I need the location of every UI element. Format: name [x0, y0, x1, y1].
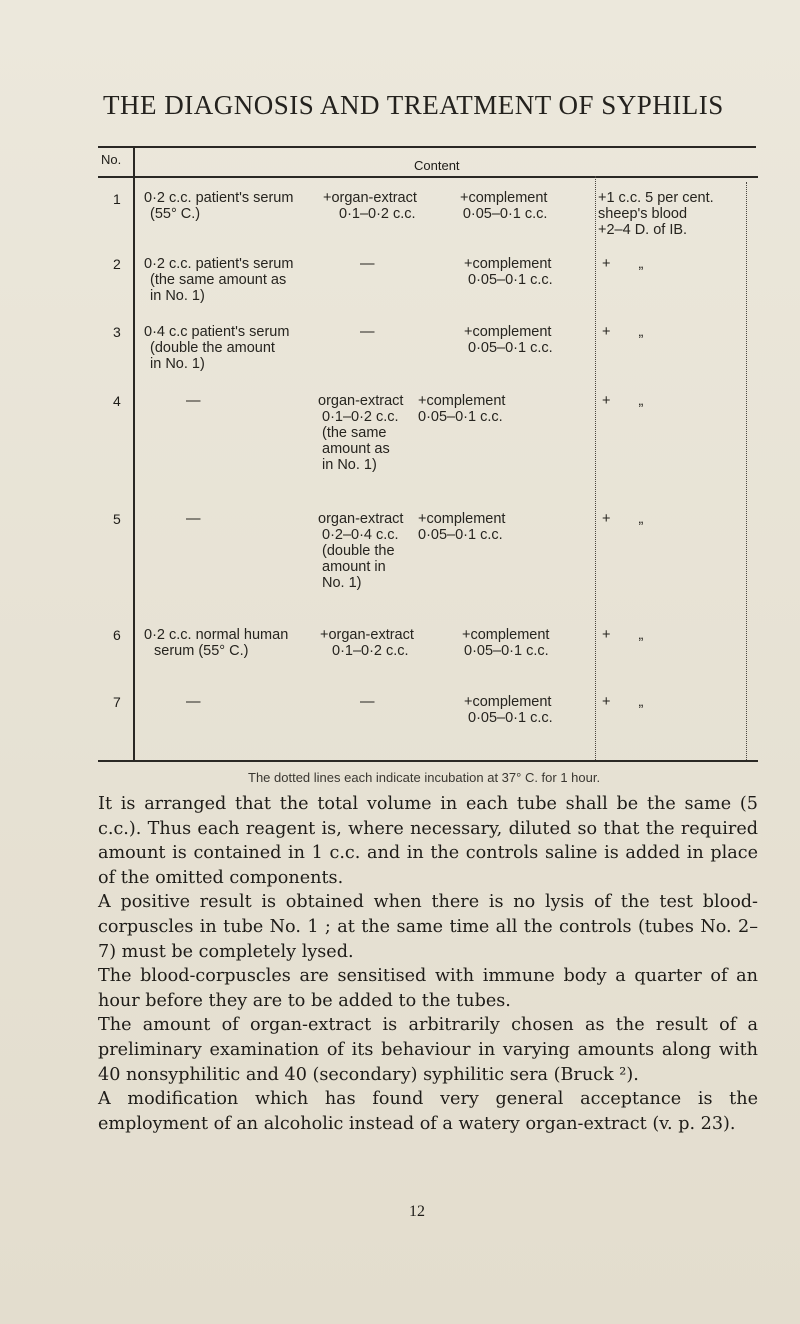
serum-cell: 0·4 c.c patient's serum (double the amount in No. 1): [144, 324, 290, 372]
complement-cell: +complement 0·05–0·1 c.c.: [464, 324, 553, 356]
complement-cell: +complement 0·05–0·1 c.c.: [460, 190, 548, 222]
complement-cell: +complement 0·05–0·1 c.c.: [464, 694, 553, 726]
column-header-no: No.: [101, 152, 122, 167]
complement-cell: +complement 0·05–0·1 c.c.: [418, 393, 506, 425]
blood-cell: + „: [602, 324, 644, 340]
serum-cell: 0·2 c.c. patient's serum (the same amount as in No. 1): [144, 256, 294, 304]
column-header-content: Content: [414, 158, 460, 173]
blood-cell: +1 c.c. 5 per cent. sheep's blood +2–4 D. of IB.: [598, 190, 714, 238]
blood-cell: + „: [602, 511, 644, 527]
paragraph: A positive result is obtained when there is no lysis of the test blood-corpuscles in tube No. 1 ; at the same time all the controls (tubes No. 2–7) must be completely lysed.: [98, 892, 758, 962]
row-number: 4: [113, 393, 121, 409]
complement-cell: +complement 0·05–0·1 c.c.: [464, 256, 553, 288]
row-number: 2: [113, 256, 121, 272]
complement-cell: +complement 0·05–0·1 c.c.: [462, 627, 550, 659]
extract-cell: +organ-extract 0·1–0·2 c.c.: [320, 627, 414, 659]
serum-cell: 0·2 c.c. patient's serum (55° C.): [144, 190, 294, 222]
paragraph: It is arranged that the total volume in each tube shall be the same (5 c.c.). Thus each reagent is, where necessary, diluted so that the required amount is contained in 1 c.c. and in the controls saline is added in place of the omitted components.: [98, 794, 758, 888]
row-number: 5: [113, 511, 121, 527]
table-footnote: The dotted lines each indicate incubation at 37° C. for 1 hour.: [248, 770, 601, 785]
table-column-divider: [133, 146, 135, 760]
paragraph: The blood-corpuscles are sensitised with immune body a quarter of an hour before they are to be added to the tubes.: [98, 966, 758, 1011]
blood-cell: + „: [602, 256, 644, 272]
running-title: THE DIAGNOSIS AND TREATMENT OF SYPHILIS: [103, 90, 724, 120]
serum-cell: 0·2 c.c. normal human serum (55° C.): [144, 627, 289, 659]
extract-cell: —: [360, 324, 375, 340]
blood-cell: + „: [602, 627, 644, 643]
table-header-rule: [98, 176, 758, 178]
blood-cell: + „: [602, 694, 644, 710]
blood-cell: + „: [602, 393, 644, 409]
row-number: 6: [113, 627, 121, 643]
extract-cell: organ-extract 0·1–0·2 c.c. (the same amount as in No. 1): [318, 393, 404, 473]
serum-cell: —: [186, 694, 201, 710]
serum-cell: —: [186, 393, 201, 409]
page-number: 12: [409, 1203, 425, 1220]
extract-cell: —: [360, 256, 375, 272]
row-number: 7: [113, 694, 121, 710]
table-top-rule: [98, 146, 756, 148]
extract-cell: organ-extract 0·2–0·4 c.c. (double the amount in No. 1): [318, 511, 404, 591]
incubation-dotted-line: [595, 176, 596, 760]
extract-cell: —: [360, 694, 375, 710]
paragraph: The amount of organ-extract is arbitrarily chosen as the result of a preliminary examination of its behaviour in varying amounts along with 40 nonsyphilitic and 40 (secondary) syphilitic sera (Bruck ²).: [98, 1015, 758, 1085]
table-bottom-rule: [98, 760, 758, 762]
complement-cell: +complement 0·05–0·1 c.c.: [418, 511, 506, 543]
serum-cell: —: [186, 511, 201, 527]
row-number: 1: [113, 191, 121, 207]
body-text: [98, 792, 758, 1136]
incubation-dotted-line: [746, 182, 747, 760]
extract-cell: +organ-extract 0·1–0·2 c.c.: [323, 190, 417, 222]
row-number: 3: [113, 324, 121, 340]
paragraph: A modification which has found very general acceptance is the employment of an alcoholic instead of a watery organ-extract (v. p. 23).: [98, 1089, 758, 1134]
